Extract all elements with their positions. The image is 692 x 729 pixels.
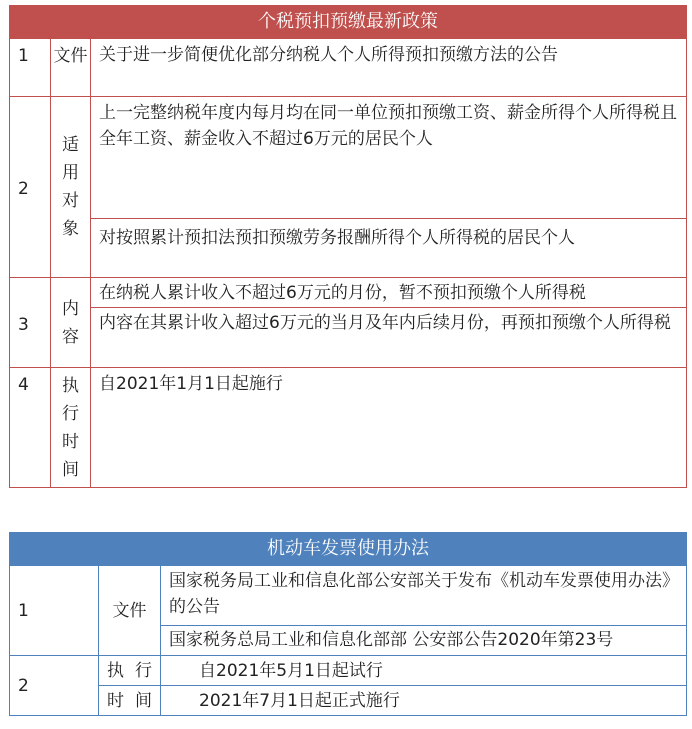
vehicle-invoice-rules-table (9, 532, 687, 716)
row-label: 内容 (51, 278, 91, 368)
row-text: 国家税务总局工业和信息化部部 公安部公告2020年第23号 (161, 626, 687, 656)
table-row (10, 566, 687, 626)
row-text: 2021年7月1日起正式施行 (161, 686, 687, 716)
row-text: 自2021年5月1日起试行 (161, 656, 687, 686)
table-row (10, 686, 687, 716)
row-label: 适用对象 (51, 97, 91, 278)
row-label: 时间 (99, 686, 161, 716)
table-row (10, 368, 687, 488)
table-row (10, 97, 687, 219)
row-number: 3 (10, 278, 51, 368)
table-row (10, 278, 687, 308)
row-number: 2 (10, 656, 99, 716)
row-number: 1 (10, 39, 51, 97)
row-text: 关于进一步简便优化部分纳税人个人所得预扣预缴方法的公告 (91, 39, 687, 97)
table-row (10, 308, 687, 368)
row-number: 2 (10, 97, 51, 278)
row-text: 在纳税人累计收入不超过6万元的月份，暂不预扣预缴个人所得税 (91, 278, 687, 308)
row-number: 4 (10, 368, 51, 488)
row-label: 执行时间 (51, 368, 91, 488)
table-row (10, 656, 687, 686)
row-text: 国家税务局工业和信息化部公安部关于发布《机动车发票使用办法》的公告 (161, 566, 687, 626)
row-text: 对按照累计预扣法预扣预缴劳务报酬所得个人所得税的居民个人 (91, 219, 687, 278)
row-label: 文件 (99, 566, 161, 656)
table-row (10, 39, 687, 97)
table-row (10, 219, 687, 278)
row-label: 执行 (99, 656, 161, 686)
tax-withholding-policy-table (9, 5, 687, 488)
row-text: 上一完整纳税年度内每月均在同一单位预扣预缴工资、薪金所得个人所得税且全年工资、薪金收入不超过6万元的居民个人 (91, 97, 687, 219)
row-label: 文件 (51, 39, 91, 97)
row-number: 1 (10, 566, 99, 656)
row-text: 自2021年1月1日起施行 (91, 368, 687, 488)
row-text: 内容在其累计收入超过6万元的当月及年内后续月份，再预扣预缴个人所得税 (91, 308, 687, 368)
table1-title: 个税预扣预缴最新政策 (10, 6, 687, 39)
table2-title: 机动车发票使用办法 (10, 533, 687, 566)
